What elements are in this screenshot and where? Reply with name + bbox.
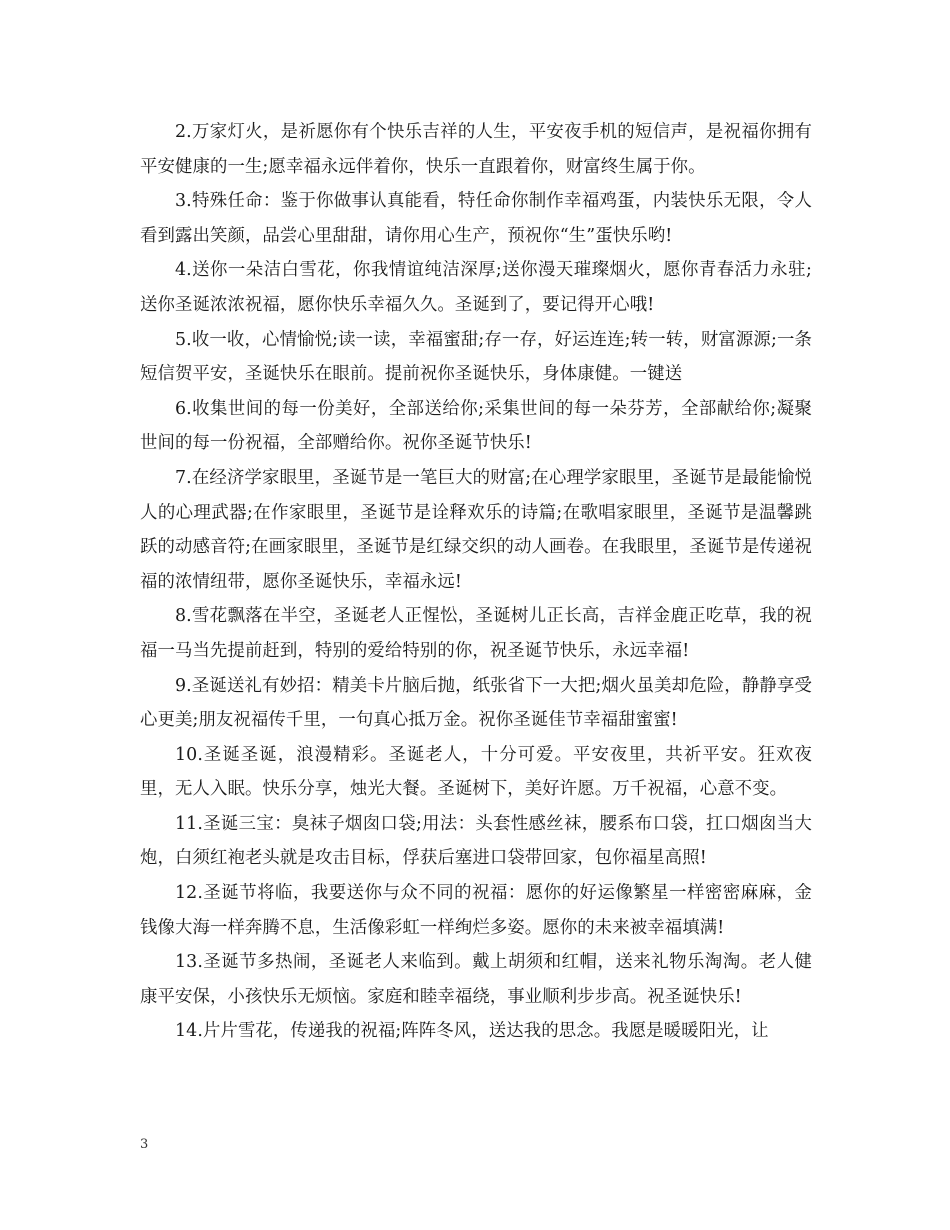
paragraph-6: 6.收集世间的每一份美好，全部送给你;采集世间的每一朵芬芳，全部献给你;凝聚世间的每一份祝福，全部赠给你。祝你圣诞节快乐! — [140, 398, 812, 454]
page-number: 3 — [140, 1137, 149, 1152]
paragraph-2: 2.万家灯火，是祈愿你有个快乐吉祥的人生，平安夜手机的短信声，是祝福你拥有平安健康的一生;愿幸福永远伴着你，快乐一直跟着你，财富终生属于你。 — [140, 122, 812, 177]
paragraph-5: 5.收一收，心情愉悦;读一读，幸福蜜甜;存一存，好运连连;转一转，财富源源;一条短信贺平安，圣诞快乐在眼前。提前祝你圣诞快乐，身体康健。一键送 — [140, 329, 812, 385]
paragraph-8: 8.雪花飘落在半空，圣诞老人正惺忪，圣诞树儿正长高，吉祥金鹿正吃草，我的祝福一马当先提前赶到，特别的爱给特别的你，祝圣诞节快乐，永远幸福! — [140, 606, 812, 661]
paragraph-9: 9.圣诞送礼有妙招：精美卡片脑后抛，纸张省下一大把;烟火虽美却危险，静静享受心更美;朋友祝福传千里，一句真心抵万金。祝你圣诞佳节幸福甜蜜蜜! — [140, 675, 812, 731]
paragraph-10: 10.圣诞圣诞，浪漫精彩。圣诞老人，十分可爱。平安夜里，共祈平安。狂欢夜里，无人入眠。快乐分享，烛光大餐。圣诞树下，美好许愿。万千祝福，心意不变。 — [140, 744, 812, 800]
paragraph-14: 14.片片雪花，传递我的祝福;阵阵冬风，送达我的思念。我愿是暖暖阳光，让 — [175, 1021, 769, 1042]
paragraph-7: 7.在经济学家眼里，圣诞节是一笔巨大的财富;在心理学家眼里，圣诞节是最能愉悦人的心理武器;在作家眼里，圣诞节是诠释欢乐的诗篇;在歌唱家眼里，圣诞节是温馨跳跃的动感音符;在画家眼里，圣诞节是红绿交织的动人画卷。在我眼里，圣诞节是传递祝福的浓情纽带，愿你圣诞快乐，幸福永远! — [140, 467, 812, 592]
paragraph-4: 4.送你一朵洁白雪花，你我情谊纯洁深厚;送你漫天璀璨烟火，愿你青春活力永驻;送你圣诞浓浓祝福，愿你快乐幸福久久。圣诞到了，要记得开心哦! — [140, 260, 812, 315]
paragraph-11: 11.圣诞三宝：臭袜子烟囱口袋;用法：头套性感丝袜，腰系布口袋，扛口烟囱当大炮，白须红袍老头就是攻击目标，俘获后塞进口袋带回家，包你福星高照! — [140, 813, 812, 869]
document-body — [140, 115, 812, 1049]
paragraph-12: 12.圣诞节将临，我要送你与众不同的祝福：愿你的好运像繁星一样密密麻麻，金钱像大海一样奔腾不息，生活像彩虹一样绚烂多姿。愿你的未来被幸福填满! — [140, 883, 812, 938]
paragraph-13: 13.圣诞节多热闹，圣诞老人来临到。戴上胡须和红帽，送来礼物乐淘淘。老人健康平安保，小孩快乐无烦恼。家庭和睦幸福绕，事业顺利步步高。祝圣诞快乐! — [140, 952, 812, 1007]
paragraph-3: 3.特殊任命：鉴于你做事认真能看，特任命你制作幸福鸡蛋，内装快乐无限，令人看到露出笑颜，品尝心里甜甜，请你用心生产，预祝你“生”蛋快乐哟! — [140, 191, 812, 246]
